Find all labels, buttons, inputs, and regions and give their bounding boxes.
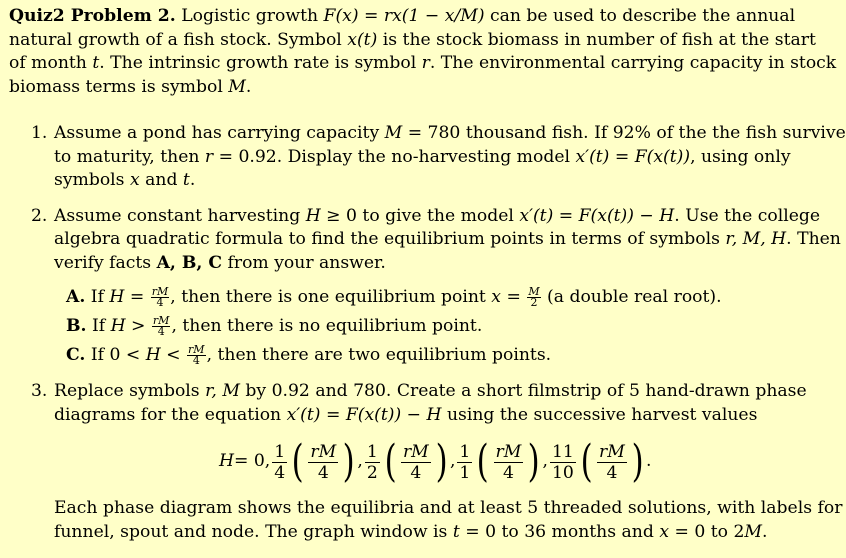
question-number: 1. [31,123,48,143]
question-2: 2. Assume constant harvesting H ≥ 0 to give the model x′(t) = F(x(t)) − H. Use the college algebra quadratic formula to find the equilibrium points in terms of symbols r, M, H. Then verify facts A, B, C from your answer. A. If H = $\frac{rM}{4}$ , then there is one equilibrium point x = $\frac{M}{2}$ (a double real root). B. If H > $\frac{rM}{4}$ , then there is no equilibrium point. C. If 0 < H < $\frac{rM}{4}$ , then there are two equilibrium points. [31,205,801,371]
intro-line-2: natural growth of a fish stock. Symbol x(t) is the stock biomass in number of fish at the start [9,29,816,50]
question-3: 3. Replace symbols r, M by 0.92 and 780. Create a short filmstrip of 5 hand-drawn phase diagrams for the equation x′(t) = F(x(t)) − H using the successive harvest values H = 0, 1 4 ( rM 4 ) , 1 2 ( rM 4 ) , 1 1 ( rM 4 ) , 11 10 ( rM 4 ) . Each phase diagram shows the equilibria and at least 5 threaded solutions, with labels for funnel, spout and node. The graph window is t = 0 to 36 months and x = 0 to 2M. [31,381,843,542]
rm-over-4: rM 4 [310,441,337,483]
facts-list [54,283,801,370]
coefficient: 1 4 [274,441,286,483]
fraction: $\frac{rM}{4}$ [152,314,170,338]
question-number: 3. [31,381,48,401]
fraction: $\frac{rM}{4}$ [188,343,205,367]
fact-c: C. If 0 < H < $\frac{rM}{4}$ , then there are two equilibrium points. [66,343,552,367]
coefficient: 11 10 [552,441,574,483]
fact-a: A. If H = $\frac{rM}{4}$ , then there is one equilibrium point x = $\frac{M}{2}$ (a double real root). [66,285,722,309]
intro-line-3: of month t. The intrinsic growth rate is symbol r. The environmental carrying capacity in stock [9,53,837,73]
rm-over-4: rM 4 [599,441,625,483]
quiz-title: Quiz2 Problem 2. [9,6,176,26]
coefficient: 1 1 [459,441,471,483]
harvest-values-equation: H = 0, 1 4 ( rM 4 ) , 1 2 ( rM 4 ) , 1 1 ( rM 4 ) , 11 10 ( rM 4 ) . [219,436,652,487]
problem-intro [9,5,837,99]
question-number: 2. [31,205,48,226]
fraction: $\frac{M}{2}$ [528,285,540,309]
rm-over-4: rM 4 [402,441,429,483]
rm-over-4: rM 4 [495,441,522,483]
coefficient: 1 2 [366,441,378,483]
question-1: 1. Assume a pond has carrying capacity M = 780 thousand fish. If 92% of the the fish survive to maturity, then r = 0.92. Display the no-harvesting model x′(t) = F(x(t)), using only symbols x and t. [31,123,846,190]
intro-line-1: Quiz2 Problem 2. Logistic growth F(x) = rx(1 − x/M) can be used to describe the annual [9,6,796,26]
question-list [31,122,846,544]
fact-b: B. If H > $\frac{rM}{4}$ , then there is no equilibrium point. [66,314,483,338]
fraction: $\frac{rM}{4}$ [151,285,169,309]
intro-line-4: biomass terms is symbol M. [9,76,252,97]
